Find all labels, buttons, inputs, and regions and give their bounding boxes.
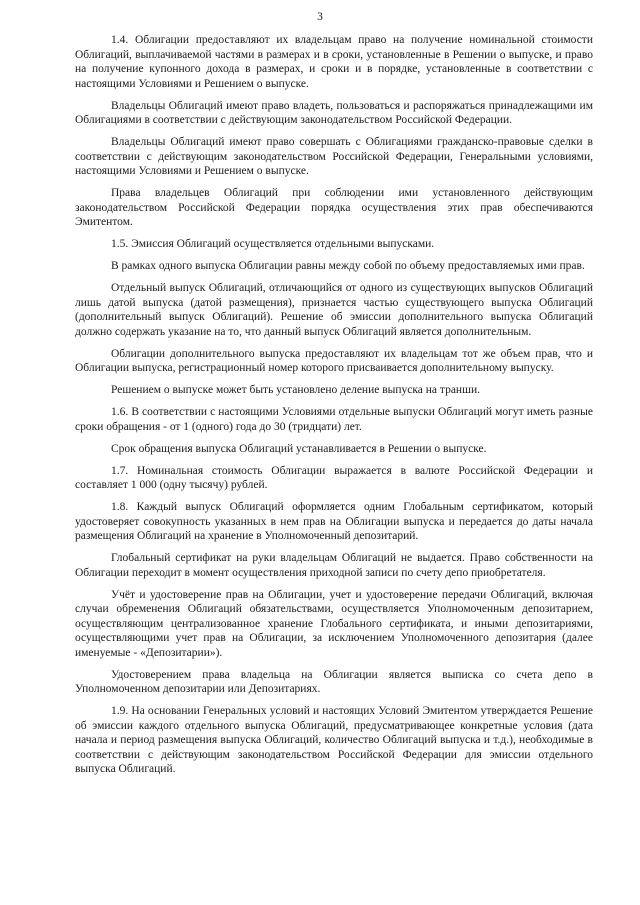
- document-body: [75, 33, 593, 784]
- paragraph-1-5: 1.5. Эмиссия Облигаций осуществляется отдельными выпусками.: [111, 238, 435, 250]
- paragraph-accounting: Учёт и удостоверение прав на Облигации, учет и удостоверение передачи Облигаций, включая случаи обременения Облигаций обязательствами, осуществляется Уполномоченным депозитарием, осуществляющим централизованное хранение Глобального сертификата, и иными депозитариями, осуществляющими учет прав на Облигации, за исключением Уполномоченного депозитария (далее именуемые - «Депозитарии»).: [75, 588, 593, 659]
- paragraph-additional-issue: Отдельный выпуск Облигаций, отличающийся от одного из существующих выпусков Облигаций лишь датой выпуска (датой размещения), признается частью существующего выпуска Облигаций (дополнительный выпуск Облигаций). Решение об эмиссии дополнительного выпуска Облигаций должно содержать указание на то, что данный выпуск Облигаций является дополнительным.: [75, 282, 593, 338]
- paragraph-rights-guarantee: Права владельцев Облигаций при соблюдении ими установленного действующим законодательством Российской Федерации порядка осуществления этих прав обеспечиваются Эмитентом.: [75, 187, 593, 228]
- paragraph-equal-rights: В рамках одного выпуска Облигации равны между собой по объему предоставляемых ими прав.: [111, 260, 585, 272]
- paragraph-tranches: Решением о выпуске может быть установлено деление выпуска на транши.: [111, 384, 480, 396]
- paragraph-1-6: 1.6. В соответствии с настоящими Условиями отдельные выпуски Облигаций могут иметь разные сроки обращения - от 1 (одного) года до 30 (тридцати) лет.: [75, 406, 593, 433]
- paragraph-ownership-proof: Удостоверением права владельца на Облигации является выписка со счета депо в Уполномоченном депозитарии или Депозитариях.: [75, 668, 593, 695]
- paragraph-owners-transactions: Владельцы Облигаций имеют право совершать с Облигациями гражданско-правовые сделки в соответствии с действующим законодательством Российской Федерации, Генеральными условиями, настоящими Условиями и Решением о выпуске.: [75, 136, 593, 177]
- paragraph-1-8: 1.8. Каждый выпуск Облигаций оформляется одним Глобальным сертификатом, который удостоверяет совокупность указанных в нем прав на Облигации выпуска и передается до даты начала размещения Облигаций на хранение в Уполномоченный депозитарий.: [75, 501, 593, 542]
- paragraph-1-4: 1.4. Облигации предоставляют их владельцам право на получение номинальной стоимости Облигаций, выплачиваемой частями в размерах и в сроки, установленные в Решении о выпуске, и право на получение купонного дохода в размерах, и сроки и в порядке, установленные в соответствии с настоящими Условиями и Решением о выпуске.: [75, 34, 593, 90]
- paragraph-term: Срок обращения выпуска Облигаций устанавливается в Решении о выпуске.: [111, 442, 487, 455]
- page-number: 3: [317, 11, 323, 23]
- paragraph-1-7: 1.7. Номинальная стоимость Облигации выражается в валюте Российской Федерации и составляет 1 000 (одну тысячу) рублей.: [75, 464, 593, 491]
- paragraph-additional-rights: Облигации дополнительного выпуска предоставляют их владельцам тот же объем прав, что и Облигации выпуска, регистрационный номер которого присваивается дополнительному выпуску.: [75, 347, 593, 374]
- paragraph-1-9: 1.9. На основании Генеральных условий и настоящих Условий Эмитентом утверждается Решение об эмиссии каждого отдельного выпуска Облигаций, предусматривающее конкретные условия (дата начала и период размещения выпуска Облигаций, количество Облигаций выпуска и т.д.), необходимые в соответствии с действующим законодательством Российской Федерации для эмиссии отдельного выпуска Облигаций.: [75, 705, 593, 775]
- paragraph-owners-rights: Владельцы Облигаций имеют право владеть, пользоваться и распоряжаться принадлежащими им Облигациями в соответствии с действующим законодательством Российской Федерации.: [75, 99, 593, 126]
- paragraph-global-certificate: Глобальный сертификат на руки владельцам Облигаций не выдается. Право собственности на Облигации переходит в момент осуществления приходной записи по счету депо приобретателя.: [75, 552, 593, 579]
